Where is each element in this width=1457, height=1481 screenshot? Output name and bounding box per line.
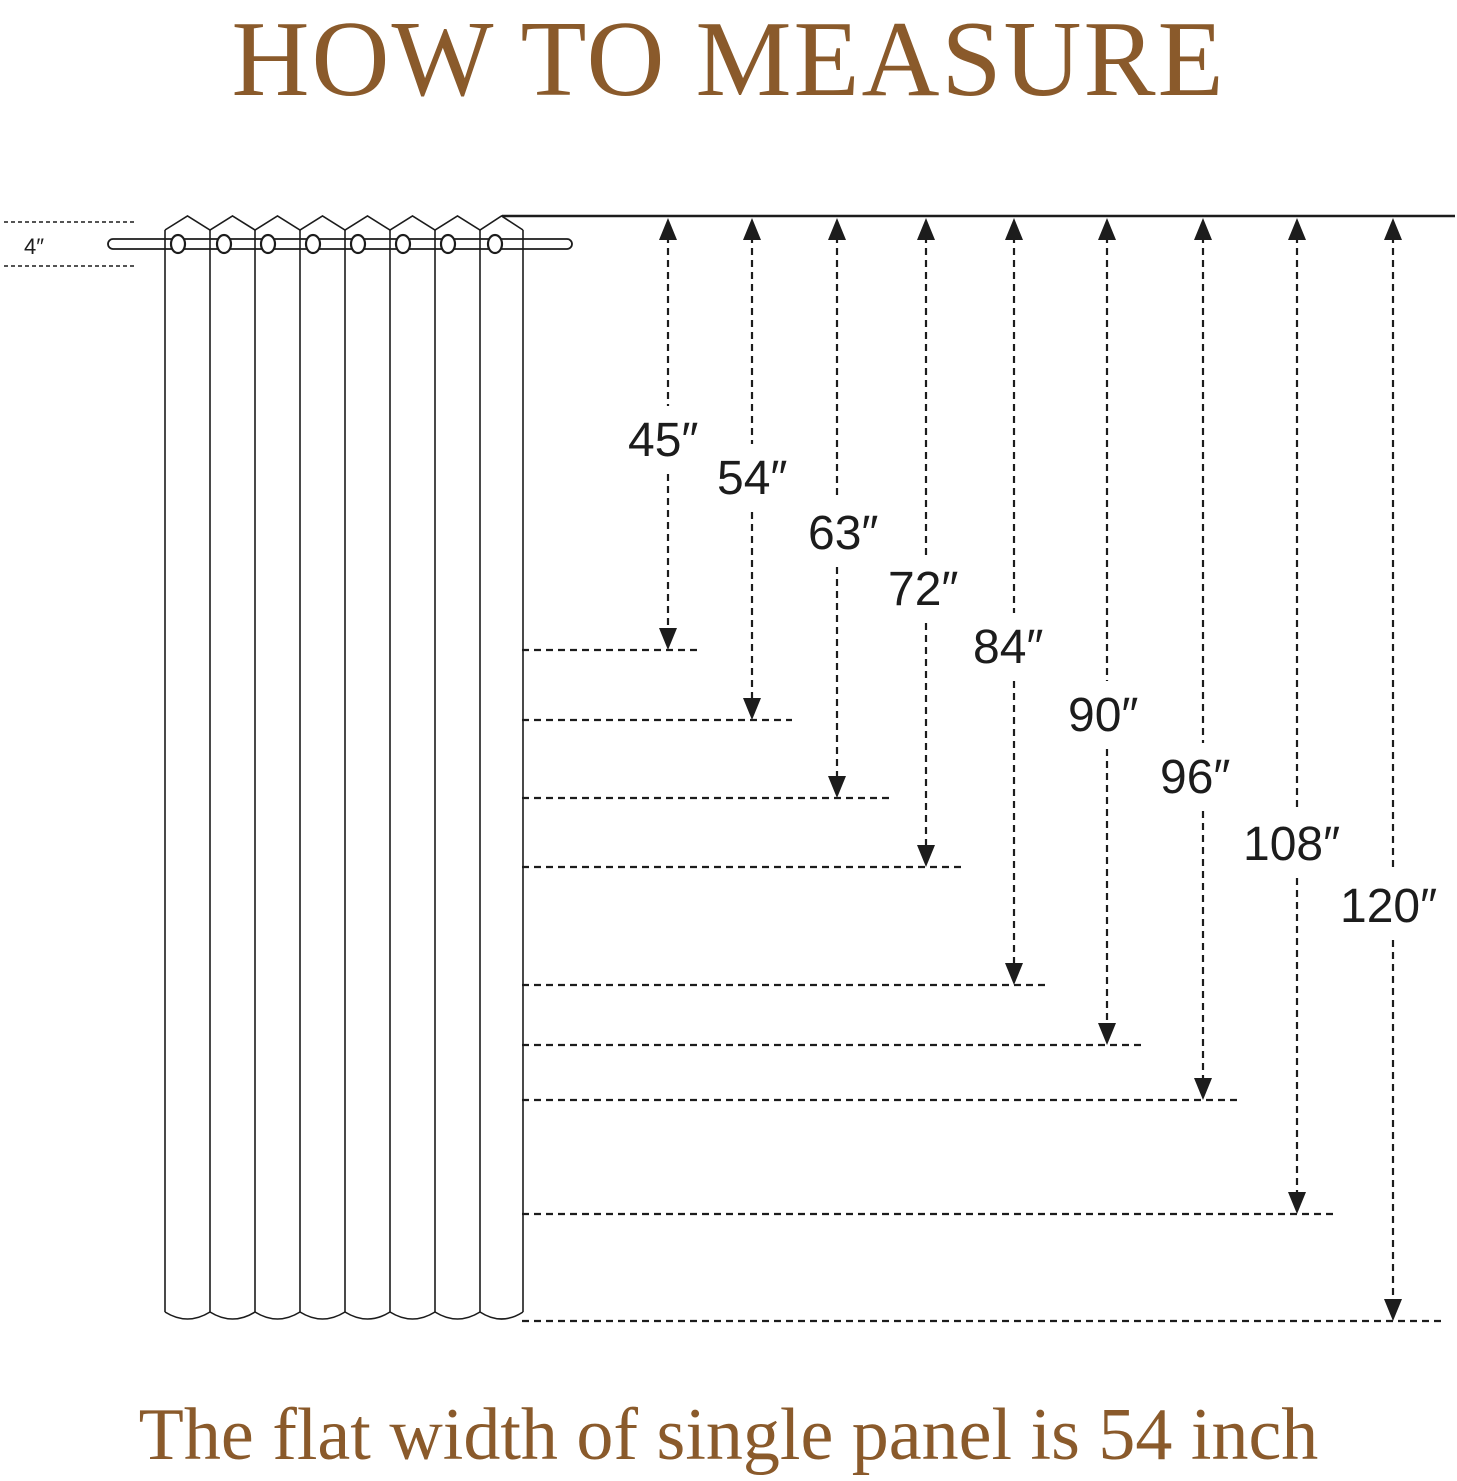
arrow-up-icon xyxy=(1288,218,1306,240)
arrow-down-icon xyxy=(743,698,761,720)
arrow-up-icon xyxy=(917,218,935,240)
grommet xyxy=(351,235,365,253)
length-label-45: 45″ xyxy=(628,414,699,467)
arrow-up-icon xyxy=(1194,218,1212,240)
grommet xyxy=(261,235,275,253)
arrow-up-icon xyxy=(1005,218,1023,240)
measure-96 xyxy=(522,218,1240,1100)
arrow-down-icon xyxy=(1098,1023,1116,1045)
grommet xyxy=(306,235,320,253)
arrow-down-icon xyxy=(917,845,935,867)
curtain-header-edge xyxy=(165,216,523,230)
arrow-down-icon xyxy=(659,628,677,650)
length-label-96: 96″ xyxy=(1160,751,1231,804)
arrow-down-icon xyxy=(1194,1078,1212,1100)
measure-45 xyxy=(522,218,702,650)
measurement-guides xyxy=(522,218,1445,1321)
measure-63 xyxy=(522,218,890,798)
measure-108 xyxy=(522,218,1340,1214)
page-title: HOW TO MEASURE xyxy=(231,0,1226,119)
measure-54 xyxy=(522,218,792,720)
arrow-down-icon xyxy=(1288,1192,1306,1214)
grommet xyxy=(171,235,185,253)
grommet xyxy=(217,235,231,253)
grommet xyxy=(441,235,455,253)
length-label-63: 63″ xyxy=(808,507,879,560)
header-drop-label: 4″ xyxy=(24,234,45,259)
arrow-down-icon xyxy=(1384,1299,1402,1321)
arrow-up-icon xyxy=(1098,218,1116,240)
arrow-up-icon xyxy=(659,218,677,240)
grommet xyxy=(396,235,410,253)
curtain-hem-edge xyxy=(165,1312,523,1319)
length-label-84: 84″ xyxy=(973,621,1044,674)
measure-84 xyxy=(522,218,1045,985)
length-label-54: 54″ xyxy=(717,452,788,505)
length-label-90: 90″ xyxy=(1068,689,1139,742)
curtain-panel xyxy=(165,216,523,1319)
arrow-up-icon xyxy=(1384,218,1402,240)
arrow-up-icon xyxy=(828,218,846,240)
grommet xyxy=(488,235,502,253)
arrow-down-icon xyxy=(1005,963,1023,985)
length-label-120: 120″ xyxy=(1340,880,1438,933)
length-label-108: 108″ xyxy=(1243,818,1341,871)
arrow-up-icon xyxy=(743,218,761,240)
panel-width-caption: The flat width of single panel is 54 inch xyxy=(138,1394,1319,1476)
length-label-72: 72″ xyxy=(888,563,959,616)
measure-72 xyxy=(522,218,966,867)
measure-90 xyxy=(522,218,1146,1045)
measure-120 xyxy=(522,218,1445,1321)
arrow-down-icon xyxy=(828,776,846,798)
